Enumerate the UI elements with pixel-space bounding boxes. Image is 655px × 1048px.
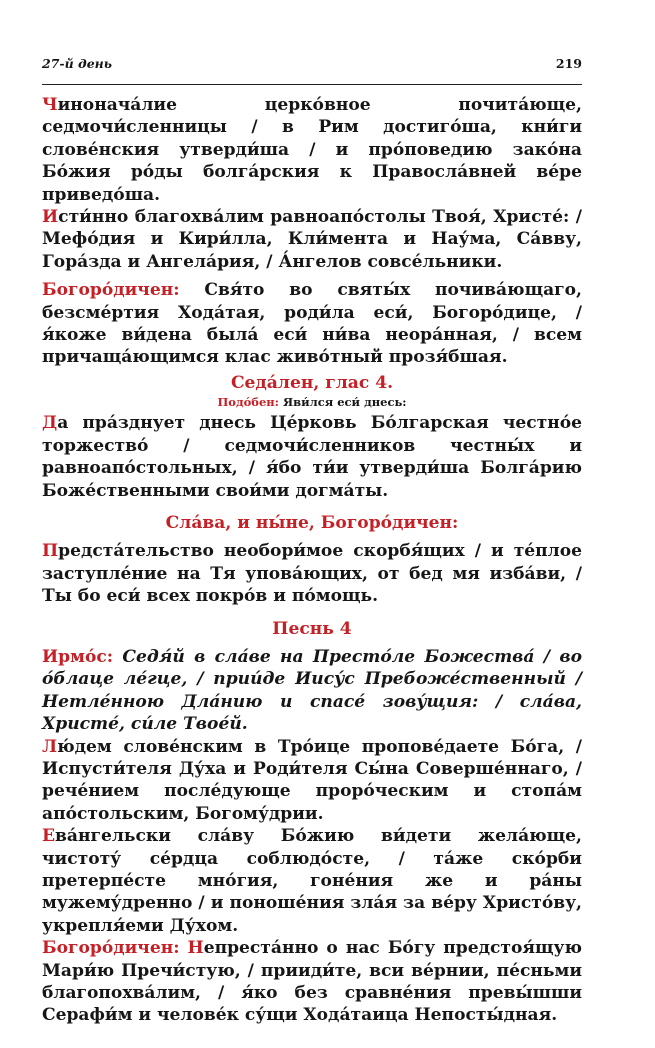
troparion-4 [42, 825, 582, 937]
rubric-label: Ирмо́с: [42, 646, 123, 667]
paragraph-text: епреста́нно о нас Бо́гу предстоя́щую Мари́ю Пречи́стую, / прииди́те, вси ве́рнии, пе́сньми благопохва́лим, / я́ко без сравне́ния превы́шши Серафи́м и челове́к су́щи Хода́таица Непосты́дная. [42, 938, 582, 1026]
paragraph-text: сти́нно благохва́лим равноапо́столы Твоя́, Христе́: / Мефо́дия и Кири́лла, Кли́мента и Нау́ма, Са́вву, Гора́зда и Ангела́рия, / А́нгелов совсе́льники. [42, 207, 582, 272]
day-label: 27-й день [42, 56, 113, 71]
podoben-line [42, 395, 582, 410]
paragraph-text: а пра́зднует днесь Це́рковь Бо́лгарская честно́е торжество́ / седмочи́сленников честны́х и равноапо́стольных, / я́бо ти́и утверди́ша Болга́рию Боже́ственными свои́ми догма́ты. [42, 413, 582, 501]
irmos-text: Седя́й в сла́ве на Престо́ле Божества́ / во о́блаце ле́гце, / прии́де Иису́с Пребоже́ственный / Нетле́нною Дла́нию и спасе́ зову́щия: / сла́ва, Христе́, си́ле Твое́й. [42, 646, 582, 735]
podoben-label: Подо́бен: [217, 395, 283, 410]
drop-initial: Д [42, 413, 58, 434]
running-header [42, 56, 582, 71]
sedalen-title: Седа́лен, глас 4. [230, 372, 394, 393]
sedalen-text [42, 412, 582, 502]
ode-title: Песнь 4 [272, 618, 352, 639]
drop-initial: Л [42, 736, 58, 757]
troparion-3 [42, 736, 582, 826]
troparion-1 [42, 94, 582, 206]
page-number: 219 [555, 56, 582, 71]
troparion-2 [42, 206, 582, 273]
drop-initial: Ч [42, 95, 58, 115]
drop-initial: И [42, 207, 59, 228]
rubric-label: Богоро́дичен: [42, 280, 205, 301]
drop-initial: Е [42, 826, 56, 847]
theotokion-3 [42, 937, 582, 1027]
paragraph-text: редста́тельство необори́мое скорбя́щих / и те́плое заступле́ние на Тя упова́ющих, от бед мя изба́ви, / Ты бо еси́ всех покро́в и по́мощь. [42, 541, 582, 607]
rubric-label: Богоро́дичен: [42, 938, 188, 959]
irmos [42, 646, 582, 736]
text-column [42, 94, 582, 1027]
drop-initial: П [42, 541, 59, 562]
glory-title: Сла́ва, и ны́не, Богоро́дичен: [165, 512, 459, 533]
drop-initial: Н [187, 938, 204, 959]
theotokion-1 [42, 279, 582, 369]
paragraph-text: ва́нгельски сла́ву Бо́жию ви́дети жела́юще, чистоту́ се́рдца соблюдо́сте, / та́же ско́рби претерпе́сте мно́гия, гоне́ния же и ра́ны мужему́дренно / и поноше́ния зла́я за ве́ру Христо́ву, укрепля́еми Ду́хом. [42, 826, 582, 936]
paragraph-text: инонача́лие церко́вное почита́юще, седмочи́сленницы / в Рим достиго́ша, кни́ги слове́нския утверди́ша / и про́поведию зако́на Бо́жия ро́ды болга́рския к Правосла́вней ве́ре приведо́ша. [42, 95, 582, 205]
theotokion-2 [42, 540, 582, 607]
header-rule [42, 84, 582, 85]
podoben-text: Яви́лся еси́ днесь: [282, 395, 407, 410]
paragraph-text: Свя́то во святы́х почива́ющаго, безсме́ртия Хода́тая, роди́ла еси́, Богоро́дице, / я́коже ви́дена была́ еси́ ни́ва неора́нная, / всем причаща́ющимся клас живо́тный прозя́бшая. [42, 280, 582, 368]
paragraph-text: ю́дем слове́нским в Тро́ице пропове́даете Бо́га, / Испусти́теля Ду́ха и Роди́теля Сы́на Соверше́ннаго, / рече́нием после́дующе проро́ческим и стопа́м апо́стольским, Богому́дрии. [42, 736, 582, 824]
